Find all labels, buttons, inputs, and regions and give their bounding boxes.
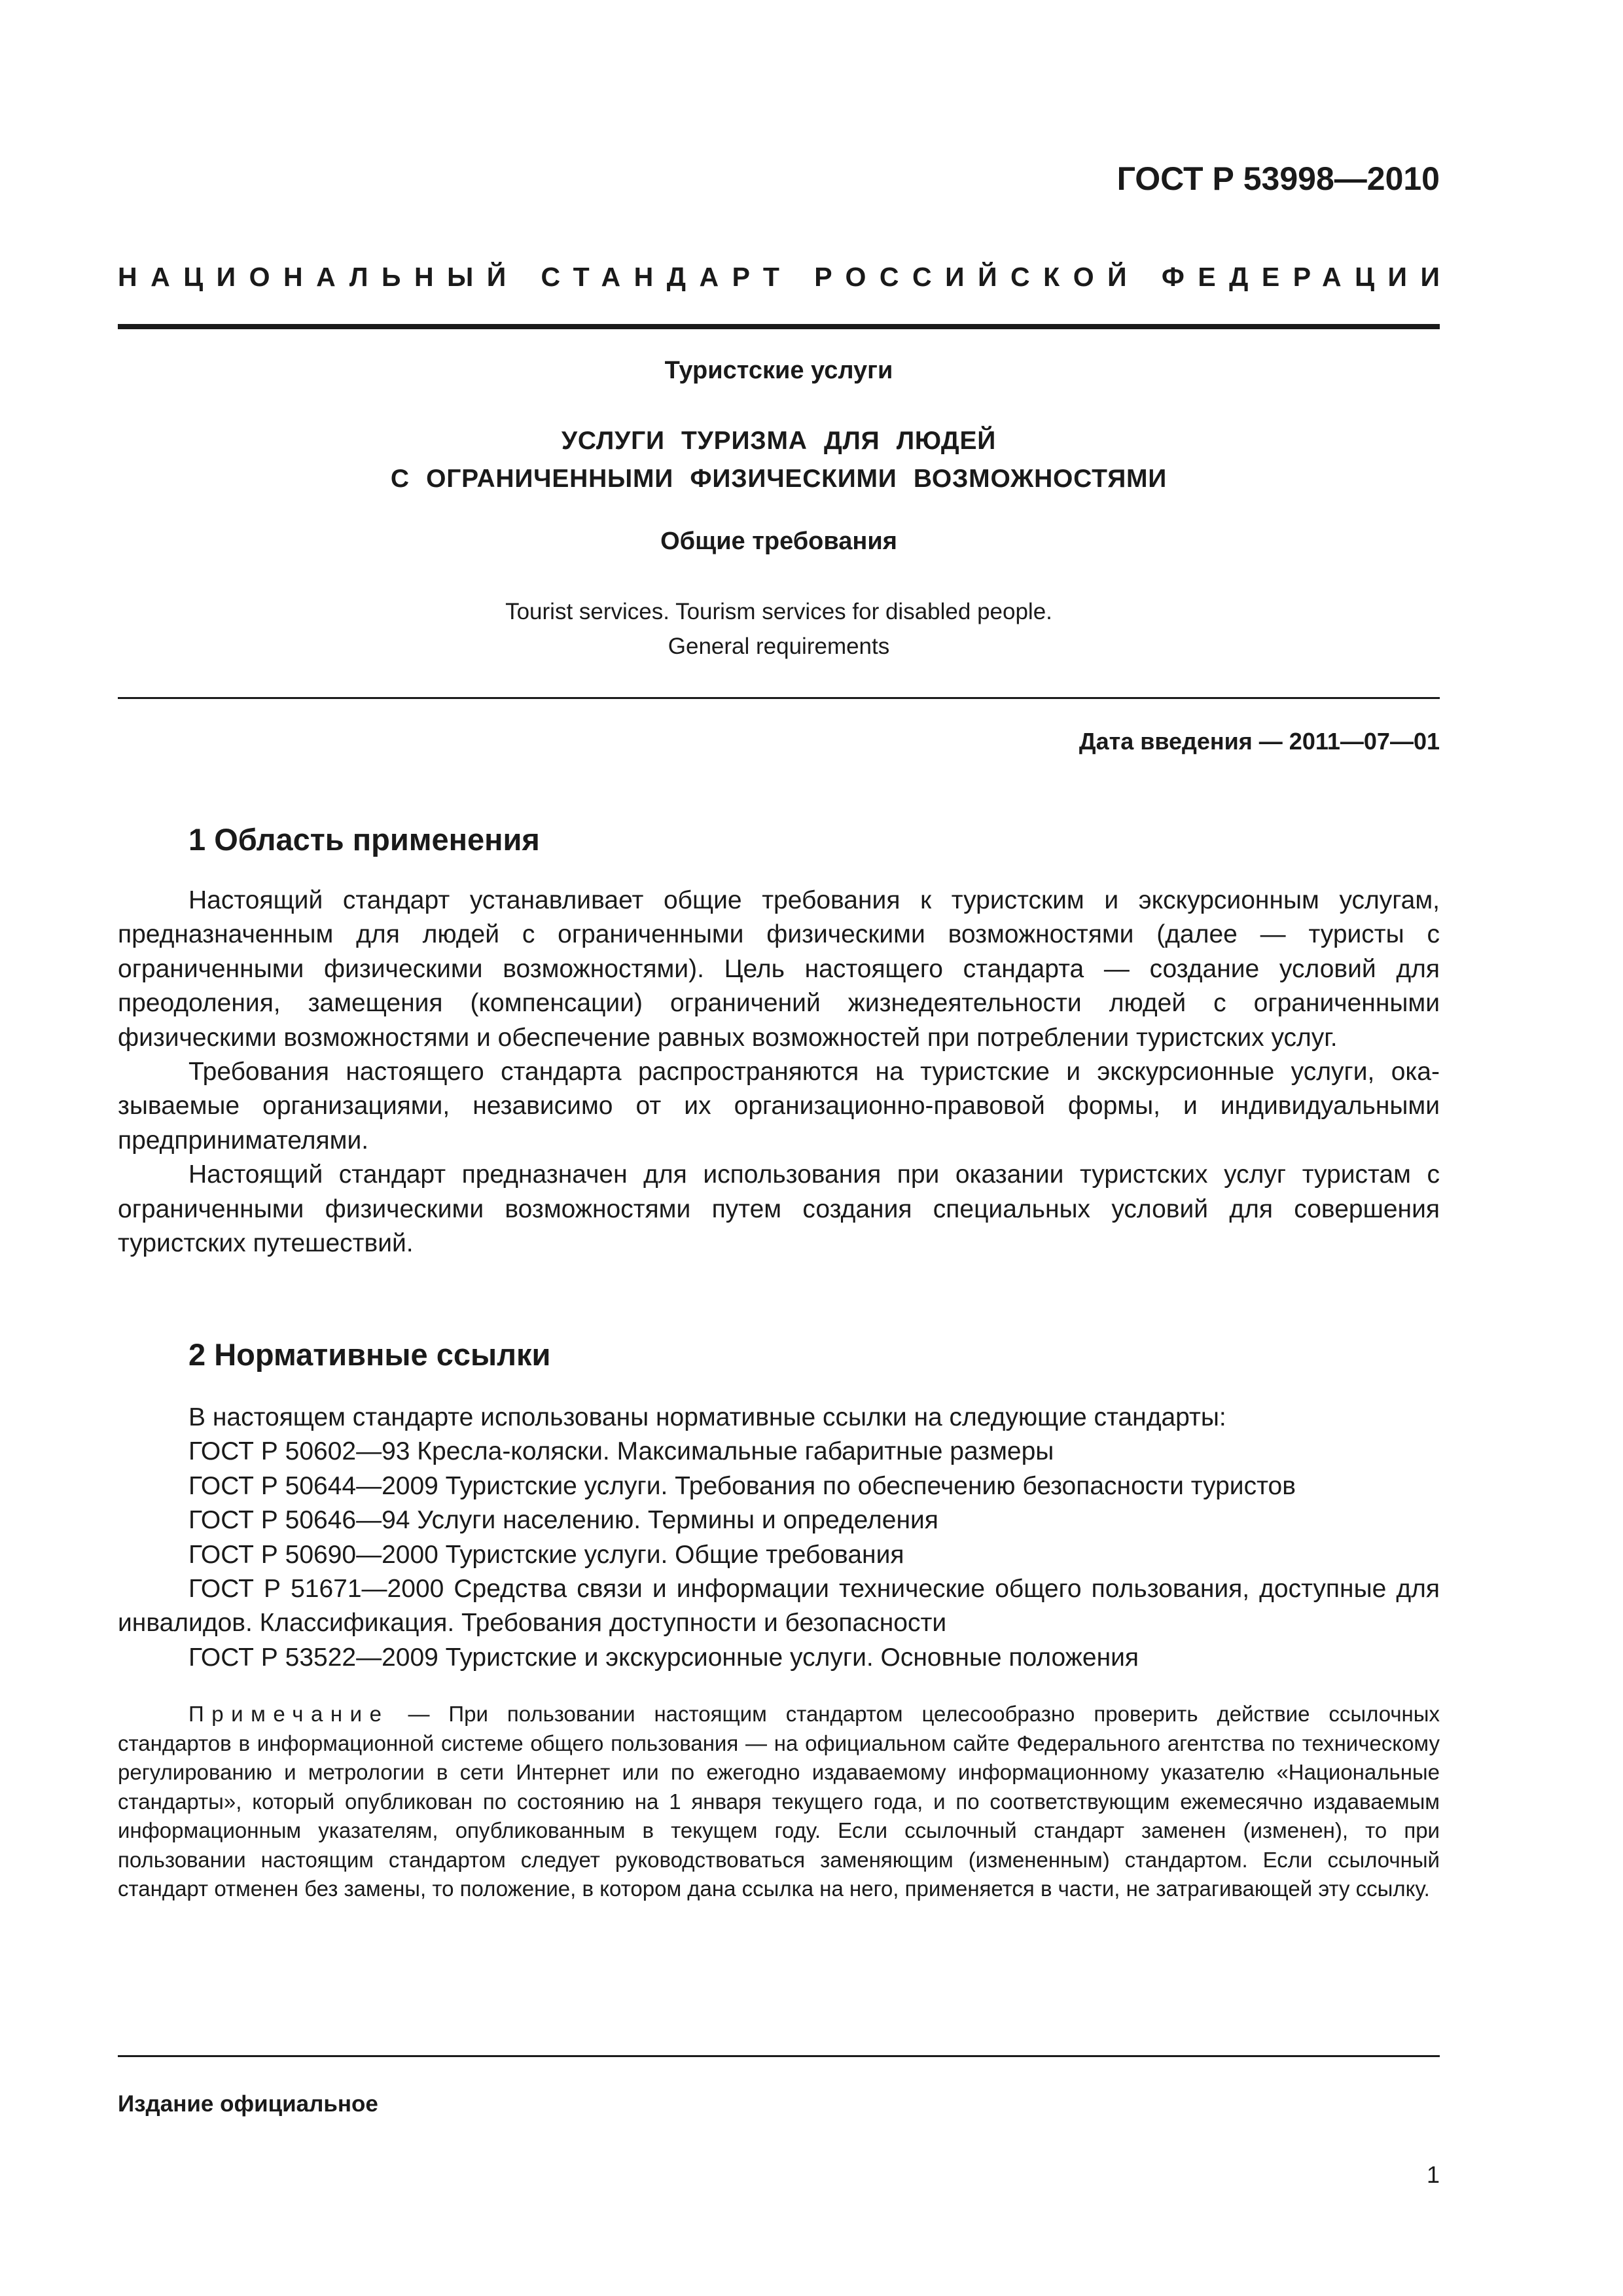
footer-rule bbox=[118, 2055, 1440, 2057]
reference-item: ГОСТ Р 51671—2000 Средства связи и информации технические общего пользования, доступные для инвалидов. Классификация. Требования доступности и безопасности bbox=[118, 1575, 1440, 1638]
section-body bbox=[118, 884, 1440, 1261]
introduction-date: Дата введения — 2011—07—01 bbox=[1079, 728, 1440, 755]
national-header-word: РОССИЙСКОЙ bbox=[814, 262, 1141, 292]
subtitle: Общие требования bbox=[660, 528, 897, 555]
english-title-line: Tourist services. Tourism services for disabled people. bbox=[505, 599, 1052, 624]
english-title-line: General requirements bbox=[668, 634, 890, 659]
header-rule bbox=[118, 324, 1440, 329]
normative-references bbox=[118, 1401, 1440, 1675]
paragraph: Настоящий стандарт предназначен для использования при оказании туристских услуг туристам с ограниченными физическими возможностями путем создания специальных условий для совершения туристских путешествий. bbox=[118, 1160, 1440, 1258]
main-title-line: С ОГРАНИЧЕННЫМИ ФИЗИЧЕСКИМИ ВОЗМОЖНОСТЯМИ bbox=[390, 465, 1168, 493]
main-title-line: УСЛУГИ ТУРИЗМА ДЛЯ ЛЮДЕЙ bbox=[561, 427, 997, 455]
reference-item: ГОСТ Р 50646—94 Услуги населению. Термины и определения bbox=[188, 1506, 938, 1535]
note-label: Примечание bbox=[188, 1702, 389, 1726]
national-header-word: НАЦИОНАЛЬНЫЙ bbox=[118, 262, 520, 292]
reference-item: ГОСТ Р 50690—2000 Туристские услуги. Общие требования bbox=[188, 1540, 904, 1569]
reference-item: ГОСТ Р 50644—2009 Туристские услуги. Требования по обеспечению безопасности туристов bbox=[188, 1471, 1296, 1500]
note-text: — При пользовании настоящим стандартом целесообразно проверить действие ссылочных стандартов в информационной системе общего пользования — на официальном сайте Федерального агентства по техническому регулированию и метрологии в сети Интернет или по ежегодно издаваемому информационному указателю «Национальные стандарты», который опубликован по состоянию на 1 января текущего года, и по соответствующим ежемесячно издаваемым информационным указателям, опубликованным в текущем году. Если ссылочный стандарт заменен (изменен), то при пользовании настоящим стандартом следует руководствоваться заменяющим (измененным) стандартом. Если ссылочный стандарт отменен без замены, то положение, в котором дана ссылка на него, применяется в части, не затрагивающей эту ссылку. bbox=[118, 1702, 1440, 1901]
national-standard-header bbox=[118, 262, 1454, 293]
note-block bbox=[118, 1700, 1440, 1904]
paragraph: Требования настоящего стандарта распространяются на туристские и экскурсионные услуги, оказываемые организациями, независимо от их организационно-правовой формы, и индивидуальными предпринимателями. bbox=[118, 1058, 1440, 1155]
section-heading: 2 Нормативные ссылки bbox=[188, 1337, 551, 1372]
reference-item: ГОСТ Р 53522—2009 Туристские и экскурсионные услуги. Основные положения bbox=[188, 1643, 1139, 1672]
document-code: ГОСТ Р 53998—2010 bbox=[1116, 160, 1440, 197]
title-rule bbox=[118, 697, 1440, 699]
paragraph: В настоящем стандарте использованы нормативные ссылки на следующие стандарты: bbox=[188, 1403, 1226, 1431]
note-paragraph bbox=[118, 1700, 1440, 1904]
section-heading: 1 Область применения bbox=[188, 822, 540, 857]
paragraph: Настоящий стандарт устанавливает общие требования к туристским и экскурсионным услугам, предназначенным для людей с ограниченными физическими возможностями (далее — туристы с ограниченными физическими возможностями). Цель настоящего стандарта — создание условий для преодоления, замещения (компенсации) ограничений жизнедеятельности людей с ограниченными физическими возможностями и обеспечение равных возможностей при потреблении туристских услуг. bbox=[118, 886, 1440, 1052]
main-title bbox=[118, 422, 1440, 498]
edition-label: Издание официальное bbox=[118, 2091, 378, 2117]
reference-item: ГОСТ Р 50602—93 Кресла-коляски. Максимальные габаритные размеры bbox=[188, 1437, 1054, 1466]
page-number: 1 bbox=[1426, 2161, 1440, 2188]
english-title bbox=[118, 594, 1440, 664]
category-title: Туристские услуги bbox=[664, 357, 893, 384]
national-header-word: ФЕДЕРАЦИИ bbox=[1161, 262, 1454, 292]
national-header-word: СТАНДАРТ bbox=[541, 262, 793, 292]
